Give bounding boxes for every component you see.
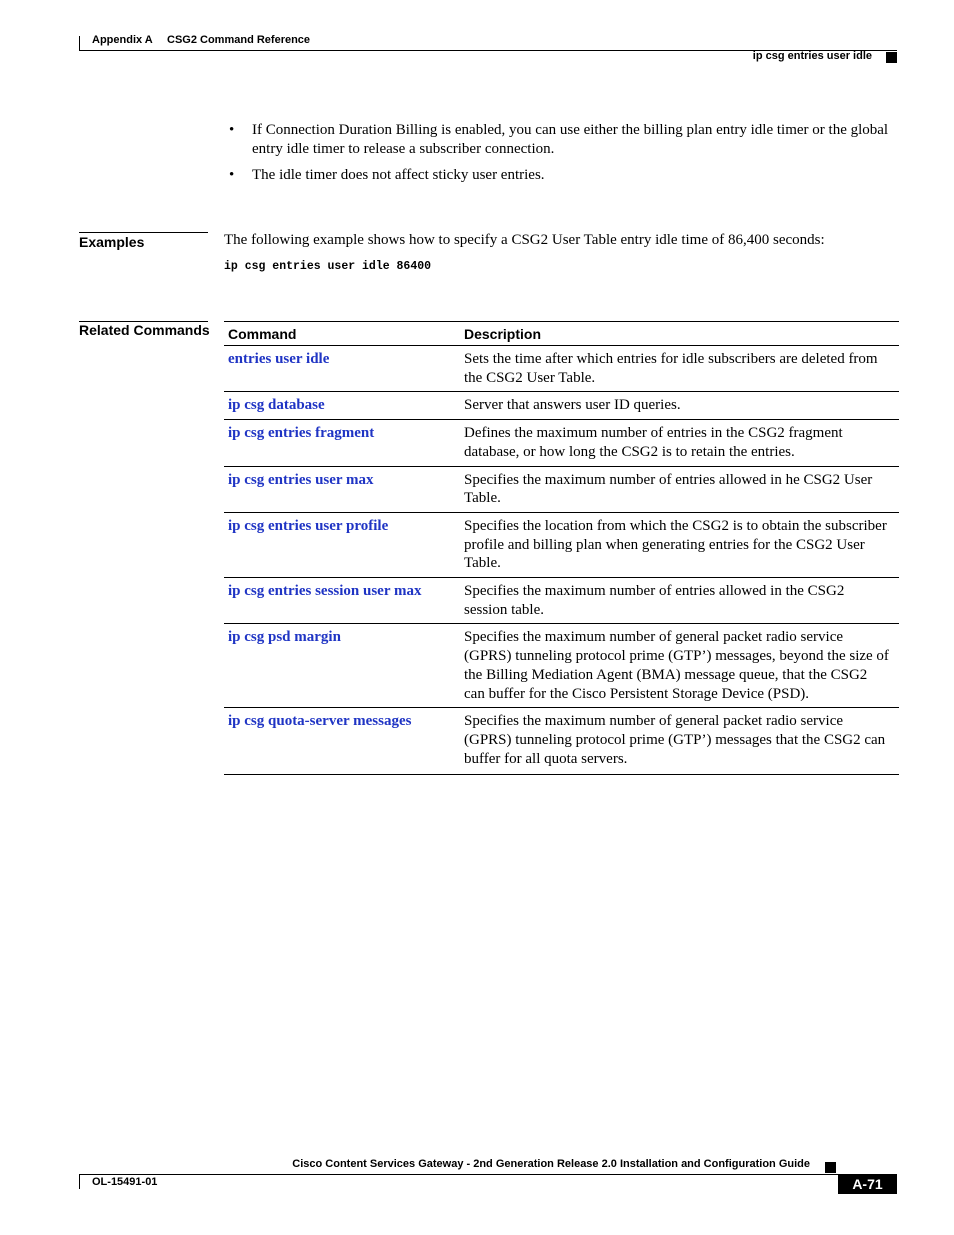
table-row	[224, 513, 899, 578]
examples-heading-rule	[79, 232, 208, 233]
related-commands-table	[224, 321, 899, 775]
command-description: Defines the maximum number of entries in the CSG2 fragment database, or how long the CSG2 is to retain the entries.	[464, 425, 843, 460]
table-row	[224, 392, 899, 420]
example-code: ip csg entries user idle 86400	[224, 260, 432, 273]
table-row	[224, 708, 899, 775]
command-link-entries-user-idle[interactable]: entries user idle	[228, 351, 330, 367]
footer-rule	[79, 1174, 897, 1175]
header-left-rule	[79, 36, 80, 51]
usage-notes-list	[229, 121, 899, 192]
list-item	[229, 121, 899, 159]
column-header-command: Command	[228, 325, 297, 342]
footer-doc-number: OL-15491-01	[92, 1176, 158, 1188]
command-description: Sets the time after which entries for idle subscribers are deleted from the CSG2 User Table.	[464, 351, 878, 386]
command-description: Specifies the maximum number of entries allowed in the CSG2 session table.	[464, 583, 845, 618]
command-description: Server that answers user ID queries.	[464, 397, 681, 414]
header-marker-block	[886, 52, 897, 63]
footer-guide-title: Cisco Content Services Gateway - 2nd Generation Release 2.0 Installation and Configuration Guide	[292, 1158, 810, 1170]
page-number-badge: A-71	[838, 1175, 897, 1194]
command-link-ip-csg-entries-user-max[interactable]: ip csg entries user max	[228, 471, 374, 488]
command-link-ip-csg-psd-margin[interactable]: ip csg psd margin	[228, 629, 341, 646]
table-header	[224, 321, 899, 346]
bullet-icon: •	[229, 167, 235, 183]
command-link-ip-csg-entries-session-user-max[interactable]: ip csg entries session user max	[228, 583, 422, 600]
footer-left-rule	[79, 1174, 80, 1189]
table-row	[224, 420, 899, 466]
examples-heading: Examples	[79, 234, 145, 250]
table-row	[224, 624, 899, 708]
command-description: Specifies the maximum number of general packet radio service (GPRS) tunneling protocol prime (GTP’) messages, beyond the size of the Billing Mediation Agent (BMA) message queue, that the CSG2 can buffer for the Cisco Persistent Storage Device (PSD).	[464, 629, 889, 702]
command-link-ip-csg-database[interactable]: ip csg database	[228, 397, 325, 414]
usage-note-text: The idle timer does not affect sticky user entries.	[252, 167, 545, 183]
command-description: Specifies the location from which the CSG2 is to obtain the subscriber profile and billing plan when generating entries for the CSG2 User Table.	[464, 517, 887, 572]
table-row	[224, 578, 899, 624]
list-item	[229, 166, 899, 185]
usage-note-text: If Connection Duration Billing is enabled, you can use either the billing plan entry idle timer or the global entry idle timer to release a subscriber connection.	[252, 122, 889, 157]
bullet-icon: •	[229, 122, 235, 138]
header-appendix: Appendix A	[92, 34, 153, 46]
table-row	[224, 346, 899, 392]
column-header-description: Description	[464, 325, 542, 342]
command-link-ip-csg-entries-user-profile[interactable]: ip csg entries user profile	[228, 517, 389, 534]
examples-text: The following example shows how to specify a CSG2 User Table entry idle time of 86,400 seconds:	[224, 232, 825, 248]
command-description: Specifies the maximum number of general packet radio service (GPRS) tunneling protocol prime (GTP’) messages that the CSG2 can buffer for all quota servers.	[464, 713, 886, 767]
header-command: ip csg entries user idle	[752, 50, 872, 62]
command-description: Specifies the maximum number of entries allowed in he CSG2 User Table.	[464, 471, 873, 507]
command-link-ip-csg-entries-fragment[interactable]: ip csg entries fragment	[228, 425, 375, 442]
table-row	[224, 467, 899, 513]
header-chapter: CSG2 Command Reference	[167, 34, 311, 46]
command-link-ip-csg-quota-server-messages[interactable]: ip csg quota-server messages	[228, 713, 412, 730]
footer-marker-block	[825, 1162, 836, 1173]
related-commands-heading: Related Commands	[79, 322, 210, 338]
